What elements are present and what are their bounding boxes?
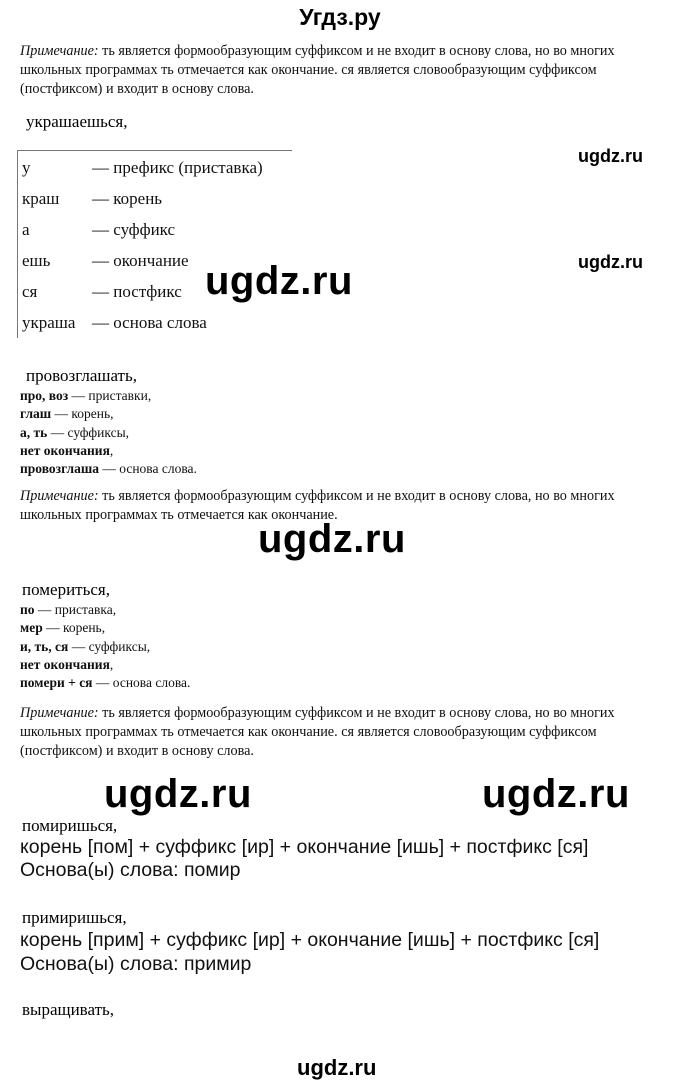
word-ukrashaeshsya: украшаешься, xyxy=(26,112,128,131)
table-row-part: ешь xyxy=(22,251,51,270)
morpheme-list xyxy=(20,387,197,478)
note-text: ть является формообразующим суффиксом и не входит в основу слова, но во многих школьных программах ть отмечается как окончание. ся является словообразующим суффиксом (постфиксом) и входит в основу слова. xyxy=(20,705,615,759)
note-text: ть является формообразующим суффиксом и не входит в основу слова, но во многих школьных программах ть отмечается как окончание. xyxy=(20,488,615,523)
word-pomirishsya: помиришься, xyxy=(22,816,118,835)
watermark: ugdz.ru xyxy=(297,1055,377,1080)
note-1 xyxy=(20,42,660,99)
table-row-desc: — суффикс xyxy=(92,220,176,239)
watermark: ugdz.ru xyxy=(578,252,643,272)
list-item: провозглаша — основа слова. xyxy=(20,461,197,477)
table-row-part: а xyxy=(22,220,30,239)
list-item: нет окончания, xyxy=(20,656,114,672)
watermark: ugdz.ru xyxy=(482,772,630,816)
morpheme-list xyxy=(20,601,190,692)
table-row-part: украша xyxy=(22,313,76,332)
note-3 xyxy=(20,704,660,761)
table-row-desc: — корень xyxy=(92,189,163,208)
table-row-desc: — постфикс xyxy=(92,282,182,301)
table-row-desc: — префикс (приставка) xyxy=(92,158,263,177)
word-vyrashchivat: выращивать, xyxy=(22,1000,115,1019)
word-provozglashat: провозглашать, xyxy=(26,366,137,385)
word-pomeritsya: помериться, xyxy=(22,580,110,599)
morpheme-line: корень [пом] + суффикс [ир] + окончание [ишь] + постфикс [ся] xyxy=(20,836,589,858)
watermark: ugdz.ru xyxy=(104,772,252,816)
list-item: мер — корень, xyxy=(20,620,106,636)
table-row-desc: — окончание xyxy=(92,251,189,270)
stem-line: Основа(ы) слова: примир xyxy=(20,953,252,975)
word-primirishsya: примиришься, xyxy=(22,908,127,927)
note-label: Примечание: xyxy=(20,705,99,721)
list-item: а, ть — суффиксы, xyxy=(20,424,130,440)
list-item: про, воз — приставки, xyxy=(20,388,152,403)
morpheme-line: корень [прим] + суффикс [ир] + окончание [ишь] + постфикс [ся] xyxy=(20,929,600,951)
note-text: ть является формообразующим суффиксом и не входит в основу слова, но во многих школьных программах ть отмечается как окончание. ся является словообразующим суффиксом (постфиксом) и входит в основу слова. xyxy=(20,43,615,97)
list-item: нет окончания, xyxy=(20,442,114,458)
list-item: по — приставка, xyxy=(20,602,117,617)
table-row-part: у xyxy=(22,158,31,177)
table-row-part: ся xyxy=(22,282,38,301)
watermark: ugdz.ru xyxy=(578,146,643,166)
note-label: Примечание: xyxy=(20,43,99,59)
list-item: глаш — корень, xyxy=(20,406,114,422)
morpheme-table xyxy=(17,150,293,338)
watermark: ugdz.ru xyxy=(205,259,353,303)
stem-line: Основа(ы) слова: помир xyxy=(20,859,241,881)
watermark: ugdz.ru xyxy=(258,517,406,561)
page-header: Угдз.ру xyxy=(299,4,381,30)
list-item: помери + ся — основа слова. xyxy=(20,675,191,691)
list-item: и, ть, ся — суффиксы, xyxy=(20,638,151,654)
table-row-desc: — основа слова xyxy=(92,313,207,332)
note-label: Примечание: xyxy=(20,488,99,504)
table-row-part: краш xyxy=(22,189,60,208)
